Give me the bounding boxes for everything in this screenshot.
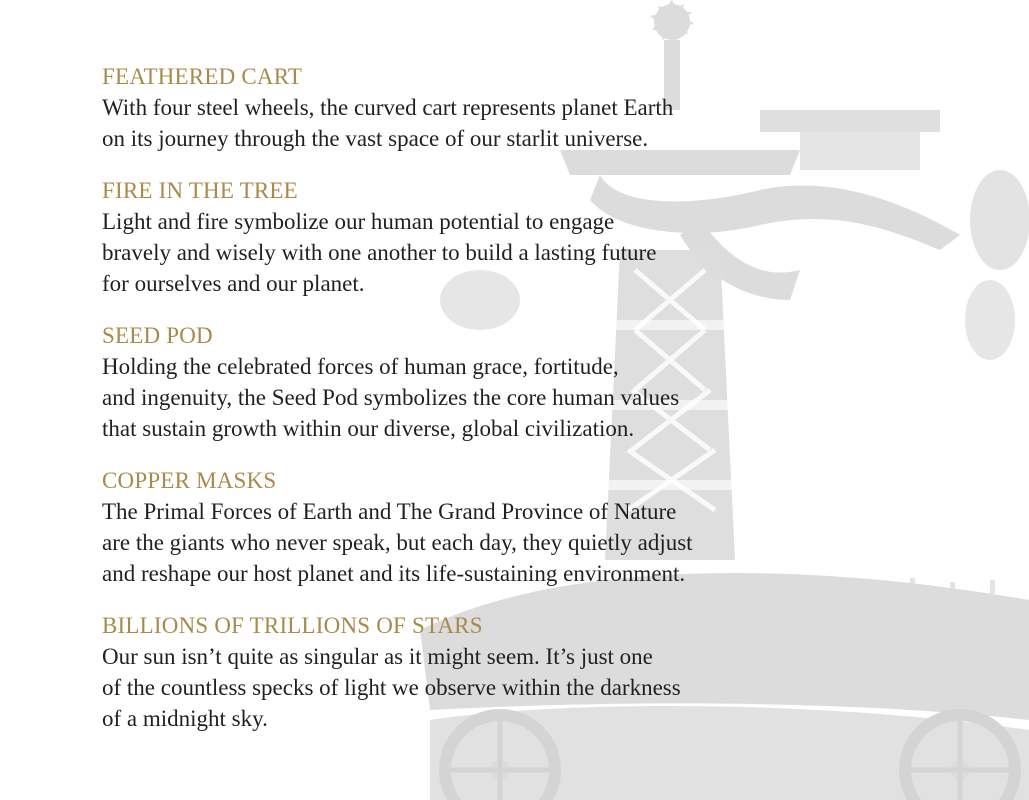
section-seed-pod [102, 320, 802, 444]
section-body-line: that sustain growth within our diverse, global civilization. [102, 416, 635, 441]
text-column [102, 61, 802, 755]
section-body-line: Our sun isn’t quite as singular as it might seem. It’s just one [102, 644, 653, 669]
section-heading: COPPER MASKS [102, 468, 277, 493]
section-body-line: for ourselves and our planet. [102, 271, 365, 296]
section-body-line: and reshape our host planet and its life-sustaining environment. [102, 561, 686, 586]
section-body-line: Holding the celebrated forces of human grace, fortitude, [102, 354, 619, 379]
section-billions-of-trillions-of-stars [102, 610, 802, 734]
section-body-line: of a midnight sky. [102, 706, 268, 731]
section-fire-in-the-tree [102, 175, 802, 299]
section-copper-masks [102, 465, 802, 589]
section-body-line: bravely and wisely with one another to build a lasting future [102, 240, 657, 265]
section-body-line: of the countless specks of light we observe within the darkness [102, 675, 681, 700]
section-body-line: on its journey through the vast space of our starlit universe. [102, 126, 649, 151]
section-heading: SEED POD [102, 323, 213, 348]
section-body-line: The Primal Forces of Earth and The Grand Province of Nature [102, 499, 677, 524]
section-heading: FIRE IN THE TREE [102, 178, 298, 203]
section-body-line: are the giants who never speak, but each day, they quietly adjust [102, 530, 693, 555]
section-body-line: With four steel wheels, the curved cart represents planet Earth [102, 95, 674, 120]
section-body-line: Light and fire symbolize our human potential to engage [102, 209, 615, 234]
section-heading: FEATHERED CART [102, 64, 303, 89]
section-heading: BILLIONS OF TRILLIONS OF STARS [102, 613, 483, 638]
section-feathered-cart [102, 61, 802, 154]
section-body-line: and ingenuity, the Seed Pod symbolizes the core human values [102, 385, 680, 410]
